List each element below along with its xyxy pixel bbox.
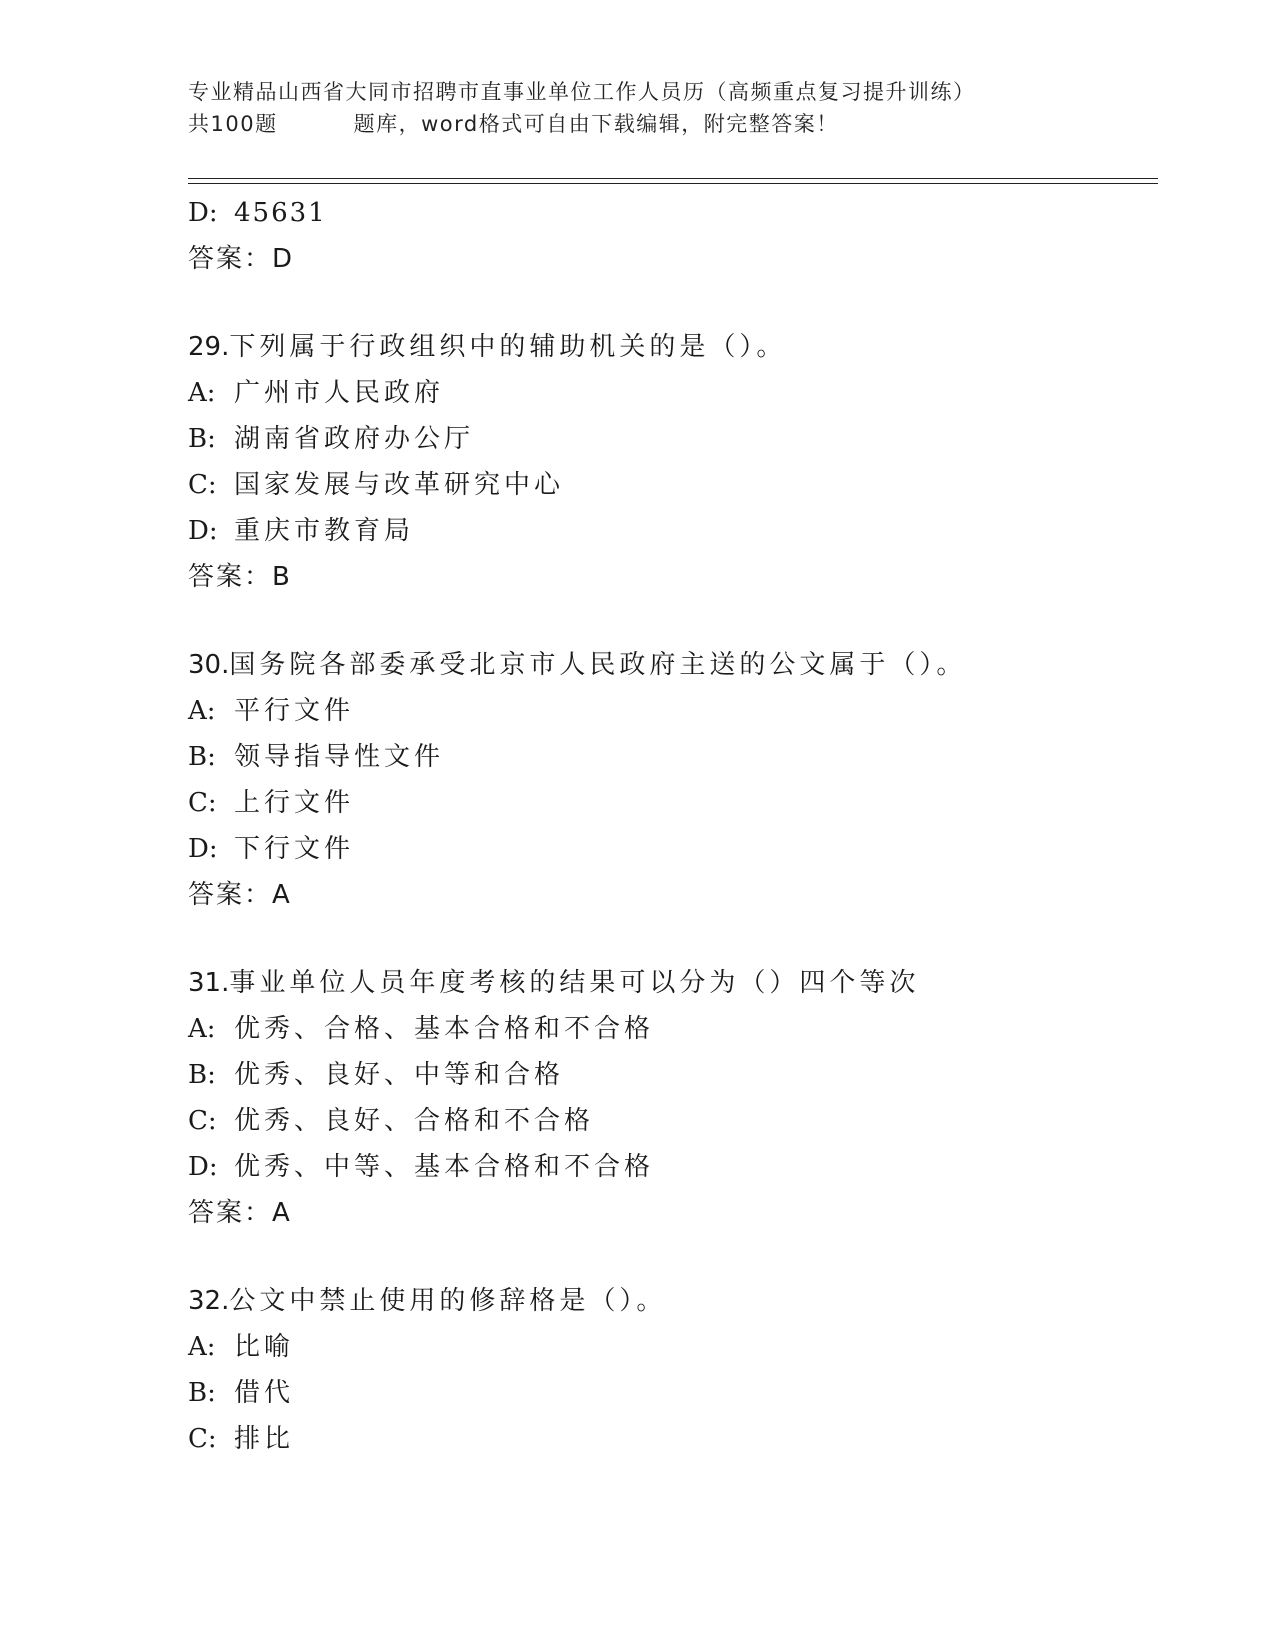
- option-letter: B:: [188, 742, 216, 772]
- question-number: 30.: [188, 650, 230, 680]
- option-letter: C:: [188, 470, 217, 500]
- question-29-answer: 答案：B: [188, 562, 292, 592]
- document-header: [188, 76, 1148, 140]
- option-text: 比喻: [234, 1332, 295, 1362]
- option-text: 湖南省政府办公厅: [234, 424, 475, 454]
- question-30-option-a: [188, 688, 1148, 734]
- option-text: 优秀、中等、基本合格和不合格: [234, 1152, 655, 1182]
- question-text: 下列属于行政组织中的辅助机关的是（）。: [229, 332, 787, 362]
- question-text: 公文中禁止使用的修辞格是（）。: [229, 1286, 667, 1316]
- question-31-option-d: [188, 1144, 1148, 1190]
- option-text: 排比: [234, 1424, 295, 1454]
- question-number: 31.: [188, 968, 230, 998]
- question-31-option-b: [188, 1052, 1148, 1098]
- option-text: 上行文件: [234, 788, 355, 818]
- question-30-answer: 答案：A: [188, 880, 292, 910]
- question-32-option-a: [188, 1324, 1148, 1370]
- question-31-option-a: [188, 1006, 1148, 1052]
- question-32-stem: [188, 1278, 1148, 1324]
- option-letter: A:: [188, 696, 216, 726]
- question-number: 29.: [188, 332, 230, 362]
- option-text: 领导指导性文件: [234, 742, 445, 772]
- question-31-option-c: [188, 1098, 1148, 1144]
- option-text: 借代: [234, 1378, 295, 1408]
- question-31-stem: [188, 960, 1148, 1006]
- option-letter: A:: [188, 1014, 216, 1044]
- question-list: [188, 190, 1148, 1462]
- question-text: 国务院各部委承受北京市人民政府主送的公文属于（）。: [229, 650, 967, 680]
- option-text: 平行文件: [234, 696, 355, 726]
- question-29-option-a: [188, 370, 1148, 416]
- option-letter: D:: [188, 198, 218, 228]
- option-text: 下行文件: [234, 834, 355, 864]
- question-29-option-b: [188, 416, 1148, 462]
- question-30-option-b: [188, 734, 1148, 780]
- header-subtitle: [188, 108, 1148, 140]
- option-letter: D:: [188, 834, 218, 864]
- option-text: 45631: [234, 198, 327, 228]
- option-text: 广州市人民政府: [234, 378, 445, 408]
- header-divider-top: [188, 178, 1158, 179]
- option-letter: C:: [188, 788, 217, 818]
- option-letter: B:: [188, 1378, 216, 1408]
- question-32-option-c: [188, 1416, 1148, 1462]
- option-letter: C:: [188, 1424, 217, 1454]
- header-count: 共100题: [188, 112, 278, 136]
- question-29-stem: [188, 324, 1148, 370]
- option-text: 优秀、良好、合格和不合格: [234, 1106, 595, 1136]
- question-number: 32.: [188, 1286, 230, 1316]
- question-32-option-b: [188, 1370, 1148, 1416]
- option-text: 优秀、合格、基本合格和不合格: [234, 1014, 655, 1044]
- option-letter: B:: [188, 1060, 216, 1090]
- option-letter: A:: [188, 1332, 216, 1362]
- question-30-stem: [188, 642, 1148, 688]
- option-letter: C:: [188, 1106, 217, 1136]
- option-text: 优秀、良好、中等和合格: [234, 1060, 565, 1090]
- header-divider-bottom: [188, 183, 1158, 184]
- prev-answer: 答案：D: [188, 244, 295, 274]
- option-letter: A:: [188, 378, 216, 408]
- question-30-option-d: [188, 826, 1148, 872]
- question-30-option-c: [188, 780, 1148, 826]
- question-29-option-d: [188, 508, 1148, 554]
- option-text: 国家发展与改革研究中心: [234, 470, 565, 500]
- header-note: 题库，word格式可自由下载编辑，附完整答案！: [353, 112, 839, 136]
- question-29-option-c: [188, 462, 1148, 508]
- question-31-answer: 答案：A: [188, 1198, 292, 1228]
- option-text: 重庆市教育局: [234, 516, 415, 546]
- prev-option-d: [188, 190, 1148, 236]
- option-letter: B:: [188, 424, 216, 454]
- header-title: 专业精品山西省大同市招聘市直事业单位工作人员历（高频重点复习提升训练）: [188, 80, 976, 104]
- question-text: 事业单位人员年度考核的结果可以分为（）四个等次: [229, 968, 920, 998]
- option-letter: D:: [188, 1152, 218, 1182]
- option-letter: D:: [188, 516, 218, 546]
